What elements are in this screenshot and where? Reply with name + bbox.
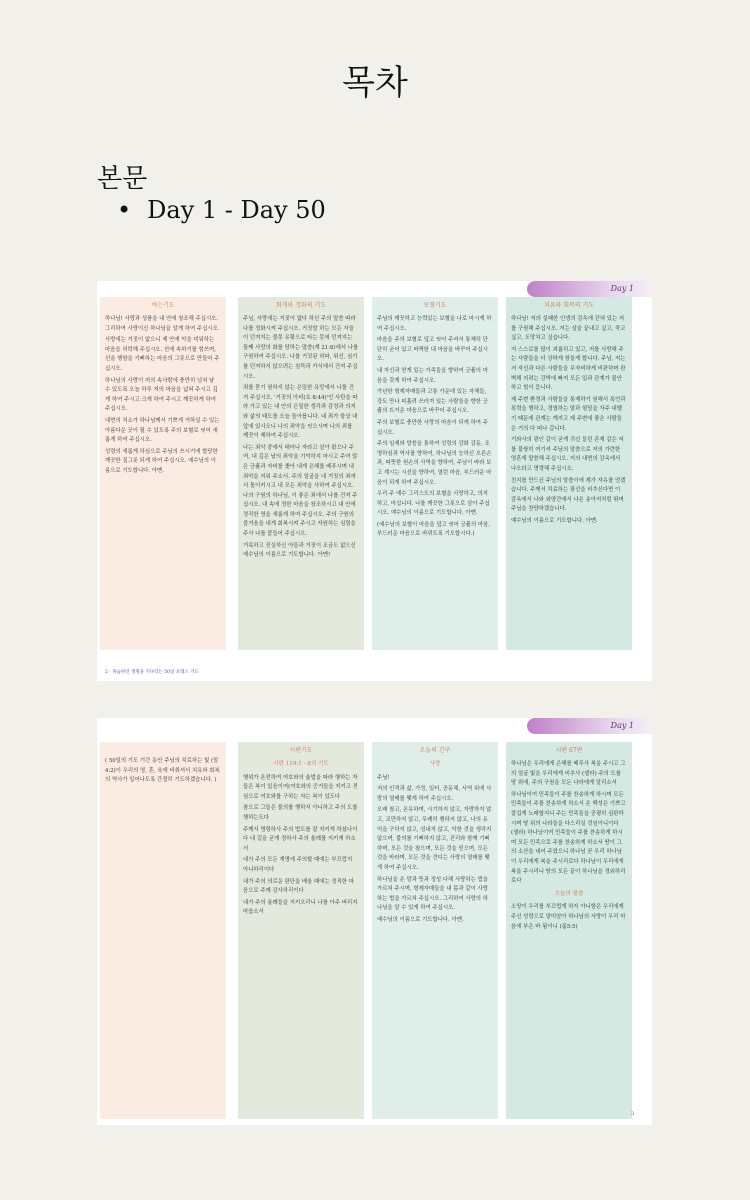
paragraph: 하나님! 사랑과 성품을 내 안에 창조해 주십시오. 그리하여 사랑이신 하나님을 알게 하여 주십시오. (105, 316, 220, 332)
column-blood-prayer (372, 297, 498, 650)
paragraph: 내면의 처소가 하나님께서 기쁘게 거하실 수 있는 아름다운 곳이 될 수 있도록 주의 보혈로 씻어 새롭게 하여 주십시오. (105, 417, 220, 444)
column-repentance-prayer (238, 297, 364, 650)
paragraph: 내가 주의 율례들을 지키오리니 나를 아주 버리지 마옵소서 (243, 899, 358, 916)
paragraph: 저 스스로를 많이 괴롭히고 있고, 저를 사랑해 주는 사람들을 더 상하게 함들게 합니다. 주님, 저는 저 자신과 다른 사람들을 무자비하게 비판하며 완벽해 지려는 강박에 빠져 모든 일과 관계가 불안하고 힘이 듭니다. (511, 346, 626, 392)
paragraph: 나는 죄악 중에서 태어나 자라고 살아 왔으나 주여, 내 깊은 날의 죄악을 기억하지 마시고 주여 많은 긍휼과 자비를 좇아 내게 은혜를 베푸시며 내 죄악을 지워 주소서. 주의 얼굴을 내 거짓의 죄에서 돌이키시고 내 모든 죄악을 사하여 주십시오. 나의 구원의 하나님, 이 좋은 죄에서 나를 건져 주십시오. 내 속에 정한 마음을 창조하시고 내 안에 정직한 영을 새롭게 하여 주십시오. 주의 구원의 즐거움을 내게 회복시켜 주시고 자원하는 심령을 주사 나를 붙들어 주십시오. (243, 444, 358, 538)
page-number: 3 (630, 1111, 634, 1117)
paragraph: 저의 인격과 삶, 가정, 일터, 공동체, 사역 위에 사랑의 열매를 맺게 하여 주십시오. (377, 786, 492, 802)
page-title: 목차 (342, 63, 408, 103)
column-todays-petition (372, 742, 498, 1119)
paragraph: 하나님의 사랑이 저의 속사람에 충만히 넘쳐 날 수 있도록 오늘 하루 저의 마음을 넓혀 주시고 깊게 하여 주시고 크게 하여 주시고 깨끗하게 하여 주십시오. (105, 377, 218, 413)
toc-list (117, 196, 326, 224)
paragraph: 마음을 주의 보혈로 덮고 씻어 주셔서 통체히 단단히 굳어 있고 바짝한 내 마음을 바꾸어 주십시오. (377, 337, 488, 363)
paragraph: 기와사의 광인 같이 굳게 귀신 들린 존재 같은 저를 불쌍히 여기셔 주님의 말씀으로 저의 가련한 영혼에 말씀해 주십시오. 저의 내면의 감옥에서 나오라고 명령해 주십시오. (511, 437, 624, 472)
paragraph: 성령의 새롭게 하심으로 주님의 쓰시기에 합당한 깨끗한 질그릇 되게 하여 주십시오. 예수님의 이름으로 기도합니다. 아멘. (105, 448, 218, 474)
paragraph: 참으로 그들은 불의를 행하지 아니하고 주의 도를 행하는도다 (243, 805, 358, 821)
column-subheading: 시편 119:1 - 8의 기도 (273, 761, 329, 767)
paragraph: 내가 주의 의로운 판단을 배울 때에는 정직한 마음으로 주께 감사하리이다 (243, 878, 354, 895)
column-opening-prayer (100, 297, 226, 650)
paragraph: 오래 참고, 온유하며, 시기하지 않고, 자랑하지 않고, 교만하지 않고, 무례히 행하지 않고, 나의 유익을 구하지 않고, 성내지 않고, 악한 것을 생각지 않으며, 불의를 기뻐하지 않고, 진리와 함께 기뻐하며, 모든 것을 참으며, 모든 것을 믿으며, 모든 것을 바라며, 모든 것을 견디는 사랑의 열매를 맺게 하여 주십시오. (377, 807, 492, 871)
day-tab: Day 1 (527, 281, 652, 297)
paragraph: 하나님은 우리에게 은혜를 베푸사 복을 주시고 그의 얼굴 빛을 우리에게 비추사 (셀라) 주의 도를 땅 위에, 주의 구원을 모든 나라에게 알리소서 (511, 761, 626, 787)
paragraph: 하나님! 저의 실패한 인생의 감옥에 갇혀 있는 저를 구원해 주십시오. 저는 살을 끝내고 싶고, 죽고 싶고, 도망치고 싶습니다. (511, 316, 626, 342)
paragraph: 내가 주의 모든 계명에 주의할 때에는 부끄럽지 아니하리이다 (243, 857, 353, 873)
paragraph: 주의 임재와 말씀을 통하여 성령의 감화 감동, 조명하심과 역사를 향하여, 하나님의 능하신 오른손과, 따뜻한 원손의 사역을 향하여, 주님이 바라 보고 계시는 시선을 향하여, 열린 마음, 부드러운 마음이 되게 하여 주십시오. (377, 441, 492, 486)
column-heading: 오늘의 간구 (419, 747, 451, 754)
paragraph: 친지를 만드신 주님의 말씀이에 제가 자유를 얻겠습니다. 주께서 치료하는 광선을 비추신다면 이 감옥에서 나와 외양간에서 나온 송아지처럼 뛰며 주님을 찬양하겠습니다. (511, 477, 626, 513)
column-subheading: 사랑 (429, 761, 441, 767)
paragraph: 주의 보혈로 충만한 사랑의 마음이 되게 하여 주십시오. (377, 419, 488, 436)
paragraph: 소망이 우리를 부끄럽게 하지 아니함은 우리에게 주신 성령으로 말미암아 하나님의 사랑이 우리 마음에 부은 바 됨이니 (롬5:5) (511, 904, 626, 930)
column-psalm-67 (506, 742, 632, 1119)
column-heading: 보혈기도 (423, 302, 447, 309)
paragraph: 제 주변 환경과 사람들을 통제하기 원해서 폭언과 폭력을 행하고, 경멸하는 말과 험담을 자주 내뱉기 때문에 관계는 깨지고 제 주변에 좋은 사람들은 거의 다 떠나 갑니다. (511, 396, 626, 432)
paragraph: 주님! (377, 774, 390, 781)
column-heading: 시편 67편 (555, 747, 583, 754)
toc-item-day1-50[interactable]: • Day 1 - Day 50 (117, 196, 326, 224)
paragraph: (예수님의 보혈이 마음을 덮고 씻어 긍휼의 마음, 부드러운 마음으로 바뀌도록 기도합시다.) (377, 521, 491, 538)
paragraph: 주님의 깨끗하고 능력있는 보혈을 나로 마시게 하여 주십시오. (377, 316, 492, 332)
column-healing-prayer (506, 297, 632, 650)
paragraph: 거룩하고 진실하신 아들과 거짓이 조금도 없으신 예수님의 이름으로 기도합니다. 아멘! (243, 542, 356, 559)
paragraph: 주께서 명령하사 주의 법도를 잘 지키게 하셨나이다 내 길을 굳게 정하사 주의 율례를 지키게 하소서 (243, 826, 358, 852)
day-tab: Day 1 (527, 718, 652, 734)
page-thumbnail-2[interactable] (97, 718, 652, 1125)
column-intro-note (100, 742, 226, 1119)
column-subheading: 오늘의 말씀 (554, 890, 584, 897)
column-heading: 시편기도 (289, 747, 313, 754)
page-thumbnail-1[interactable] (97, 281, 652, 681)
column-heading: 회개와 정화의 기도 (275, 302, 327, 309)
paragraph: 우리 주 예수 그리스도의 보혈을 사랑하고, 의지하고, 마십니다. 나를 깨끗한 그릇으로 삼아 주십시오. 예수님의 이름으로 기도합니다. 아멘. (377, 491, 490, 517)
page-footer: 2 · 목숨하인 생명을 기다리는 50일 포레스 기도 (105, 670, 199, 675)
section-heading: 본문 (97, 164, 148, 194)
paragraph: 내 자신과 얻게 있는 가족들을 향하여 긍휼의 마음을 갖게 하여 주십시오. (377, 367, 488, 384)
column-heading: 치유와 회복의 기도 (543, 302, 595, 309)
paragraph: 예수님의 이름으로 기도합니다. 아멘. (377, 916, 464, 923)
paragraph: 하나님을 온 맘과 뜻과 정성 다해 사랑하는 법을 가르쳐 주시며, 형제자매들을 내 몸과 같이 사랑하는 법을 가르쳐 주십시오. 그리하여 사랑의 하나님을 알 수 있게 하여 주십시오. (377, 876, 488, 912)
column-psalm-prayer (238, 742, 364, 1119)
paragraph: 주님, 사랑에는 거짓이 없다 하신 주의 말씀 따라 나를 정화시켜 주십시오. 거짓말 하는 모든 자들이 던져지는 불못 유황으로 타는 못에 던져지는 둘째 사망의 화를 당하는 말씀(계 21:8)에서 나를 구원하여 주십시오. 나를 거짓된 허파, 위선, 심기를 던져하지 않으려는 침묵과 가식에서 건져 주십시오. (243, 316, 359, 380)
paragraph: 행위가 온전하여 여호와의 율법을 따라 행하는 자들은 복이 있음이여(여호와의 증거들을 지키고 전심으로 여호와를 구하는 자는 복이 있도다 (243, 774, 358, 800)
paragraph: 죄를 묻기 원하지 않는 은밀한 욕망에서 나를 건져 주십시오. '거짓의 아비(요 8:44)'인 사탄을 따라 가고 있는 내 안의 은밀한 생각과 감정과 의지와 삶의 태도를 오늘 돌아봅니다. 네 죄가 항상 내 앞에 있사오니 나의 죄악을 씻으시며 나의 죄를 깨끗이 제하여 주십시오. (243, 385, 358, 440)
column-heading: 여는기도 (151, 302, 175, 309)
paragraph: 가난한 형제자매들과 고통 가운데 있는 자체들, 강도 만나 피흘려 쓰러져 있는 사람들을 향한 긍휼의 뜨거운 마음으로 바꾸어 주십시오. (377, 389, 488, 415)
paragraph: 사랑에는 거짓이 없으니 제 안에 악을 미워하는 마음을 허락해 주십시오. 선에 속하기를 힘쓰며, 선을 행함을 기뻐하는 마음의 그릇으로 만들어 주십시오. (105, 337, 220, 372)
paragraph: 하나님이여 민족들이 주를 찬송하게 하시며 모든 민족들이 주를 찬송하게 하소서 온 백성은 기쁘고 즐겁게 노래할지니 주는 민족들을 공평히 심판하시며 땅 위의 나라들을 다스리실 것임이니이다 (셀라) 하나님이여 민족들이 주를 찬송하게 하시며 모든 민족으로 주를 찬송하게 하소서 땅이 그의 소산을 내어 주었으니 하나님 곧 우리 하나님이 우리에게 복을 주시리로다 하나님이 우리에게 복을 주시리니 땅의 모든 끝이 하나님을 경외하리로다 (511, 791, 626, 885)
paragraph: ( 50일의 기도 기간 동안 주님의 치료하는 빛 (말 4:2)이 우리의 영, 혼, 육에 비취셔서 치유와 회복의 역사가 일어나도록 간절히 기도하겠습니다. ) (105, 758, 220, 784)
paragraph: 예수님의 이름으로 기도합니다. 아멘. (511, 517, 598, 524)
